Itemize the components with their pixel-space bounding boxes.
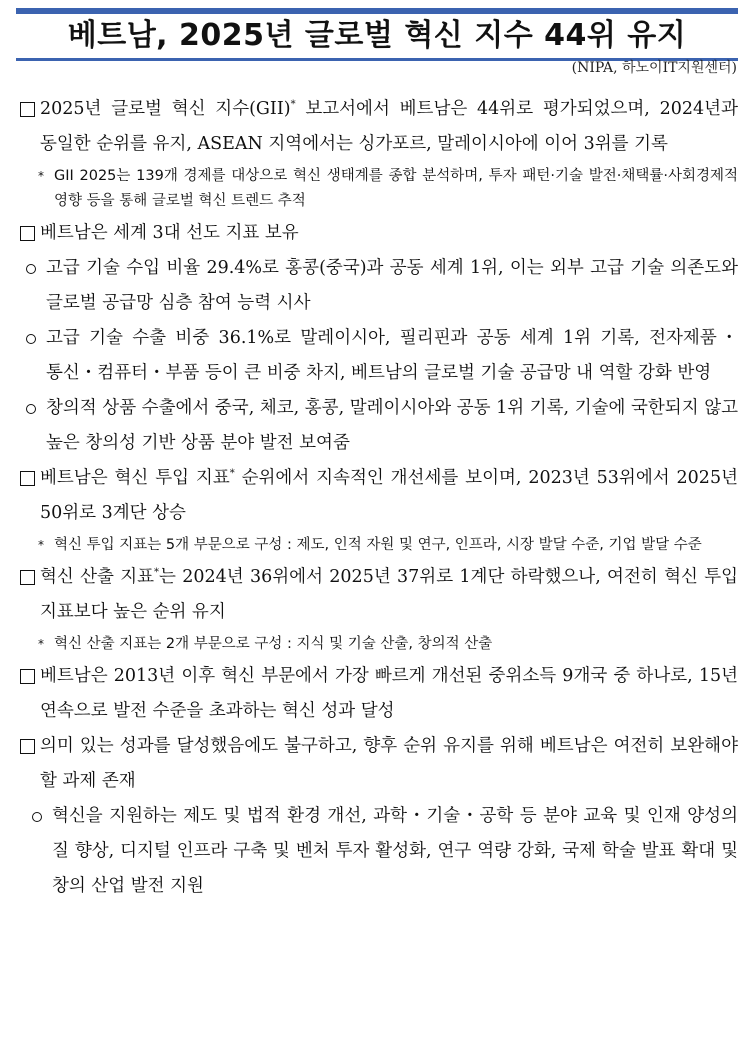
footnote (14, 533, 738, 558)
bullet-item (14, 461, 738, 531)
square-bullet-icon (20, 226, 35, 241)
bullet-text-cont: 보고서에서 베트남은 44위로 평가되었으며, 2024년과 동일한 순위를 유지, ASEAN 지역에서는 싱가포르, 말레이시아에 이어 3위를 기록 (40, 99, 738, 154)
title-block (16, 8, 738, 61)
bullet-text: 혁신 산출 지표 (40, 567, 155, 587)
footnote (14, 164, 738, 214)
circle-bullet-icon (26, 404, 36, 414)
footnote-marker: * (229, 468, 235, 480)
circle-bullet-icon (32, 812, 42, 822)
footnote (14, 632, 738, 657)
square-bullet-icon (20, 570, 35, 585)
sub-bullet-text: 고급 기술 수출 비중 36.1%로 말레이시아, 필리핀과 공동 세계 1위 기록, 전자제품・통신・컴퓨터・부품 등이 큰 비중 차지, 베트남의 글로벌 기술 공급망 내 역할 강화 반영 (46, 328, 738, 383)
square-bullet-icon (20, 739, 35, 754)
square-bullet-icon (20, 471, 35, 486)
bullet-item (14, 560, 738, 630)
circle-bullet-icon (26, 264, 36, 274)
bullet-text-cont: 순위에서 지속적인 개선세를 보이며, 2023년 53위에서 2025년 50위로 3계단 상승 (40, 468, 738, 523)
sub-bullet-text: 창의적 상품 수출에서 중국, 체코, 홍콩, 말레이시아와 공동 1위 기록, 기술에 국한되지 않고 높은 창의성 기반 상품 분야 발전 보여줌 (46, 398, 738, 453)
sub-bullet-item (14, 799, 738, 904)
bullet-text: 베트남은 혁신 투입 지표 (40, 468, 230, 488)
asterisk-icon: * (38, 538, 44, 552)
page-title: 베트남, 2025년 글로벌 혁신 지수 44위 유지 (67, 18, 687, 53)
bullet-text-cont: 는 2024년 36위에서 2025년 37위로 1계단 하락했으나, 여전히 혁신 투입 지표보다 높은 순위 유지 (40, 567, 738, 622)
document-body (14, 92, 738, 904)
bullet-text: 베트남은 2013년 이후 혁신 부문에서 가장 빠르게 개선된 중위소득 9개국 중 하나로, 15년 연속으로 발전 수준을 초과하는 혁신 성과 달성 (40, 666, 738, 721)
sub-bullet-text: 혁신을 지원하는 제도 및 법적 환경 개선, 과학・기술・공학 등 분야 교육 및 인재 양성의 질 향상, 디지털 인프라 구축 및 벤처 투자 활성화, 연구 역량 강화, 국제 학술 발표 확대 및 창의 산업 발전 지원 (52, 806, 738, 896)
footnote-text: GII 2025는 139개 경제를 대상으로 혁신 생태계를 종합 분석하며, 투자 패턴·기술 발전·채택률·사회경제적 영향 등을 통해 글로벌 혁신 트렌드 추적 (54, 168, 738, 209)
bullet-text: 2025년 글로벌 혁신 지수(GII) (40, 99, 291, 119)
square-bullet-icon (20, 669, 35, 684)
footnote-marker: * (154, 567, 160, 579)
bullet-item (14, 659, 738, 729)
bullet-text: 의미 있는 성과를 달성했음에도 불구하고, 향후 순위 유지를 위해 베트남은 여전히 보완해야 할 과제 존재 (40, 736, 738, 791)
bullet-item (14, 216, 738, 251)
asterisk-icon: * (38, 637, 44, 651)
footnote-text: 혁신 투입 지표는 5개 부문으로 구성 : 제도, 인적 자원 및 연구, 인프라, 시장 발달 수준, 기업 발달 수준 (54, 537, 702, 553)
bullet-text: 베트남은 세계 3대 선도 지표 보유 (40, 223, 299, 243)
sub-bullet-item (14, 321, 738, 391)
footnote-text: 혁신 산출 지표는 2개 부문으로 구성 : 지식 및 기술 산출, 창의적 산출 (54, 636, 493, 652)
asterisk-icon: * (38, 169, 44, 183)
circle-bullet-icon (26, 334, 36, 344)
sub-bullet-item (14, 251, 738, 321)
source-credit: (NIPA, 하노이IT지원센터) (571, 60, 737, 76)
sub-bullet-item (14, 391, 738, 461)
square-bullet-icon (20, 102, 35, 117)
footnote-marker: * (290, 99, 296, 111)
bullet-item (14, 92, 738, 162)
bullet-item (14, 729, 738, 799)
sub-bullet-text: 고급 기술 수입 비율 29.4%로 홍콩(중국)과 공동 세계 1위, 이는 외부 고급 기술 의존도와 글로벌 공급망 심층 참여 능력 시사 (46, 258, 738, 313)
